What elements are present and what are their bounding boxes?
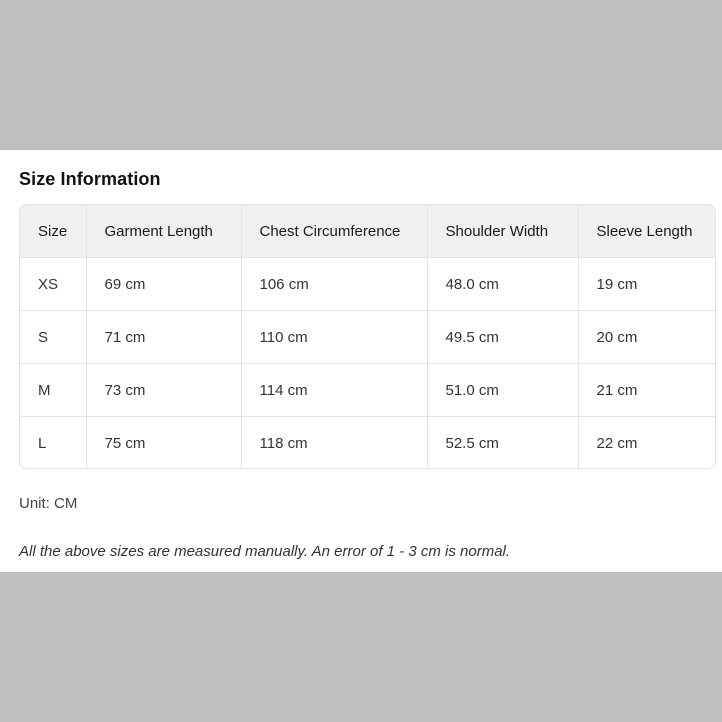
cell-chest-circumference: 106 cm <box>241 258 427 311</box>
header-sleeve-length: Sleeve Length <box>578 205 715 258</box>
cell-shoulder-width: 51.0 cm <box>427 364 578 417</box>
cell-sleeve-length: 19 cm <box>578 258 715 311</box>
section-title: Size Information <box>19 169 161 189</box>
header-shoulder-width: Shoulder Width <box>427 205 578 258</box>
cell-chest-circumference: 114 cm <box>241 364 427 417</box>
size-table-grid <box>20 205 715 469</box>
table-row <box>20 258 715 311</box>
cell-garment-length: 69 cm <box>86 258 241 311</box>
cell-size: M <box>20 364 86 417</box>
cell-shoulder-width: 49.5 cm <box>427 311 578 364</box>
cell-shoulder-width: 52.5 cm <box>427 417 578 470</box>
cell-garment-length: 73 cm <box>86 364 241 417</box>
table-row <box>20 311 715 364</box>
header-size: Size <box>20 205 86 258</box>
cell-garment-length: 75 cm <box>86 417 241 470</box>
cell-size: S <box>20 311 86 364</box>
cell-sleeve-length: 21 cm <box>578 364 715 417</box>
measurement-note: All the above sizes are measured manually. An error of 1 - 3 cm is normal. <box>19 543 511 560</box>
table-header-row <box>20 205 715 258</box>
cell-size: XS <box>20 258 86 311</box>
cell-shoulder-width: 48.0 cm <box>427 258 578 311</box>
header-chest-circumference: Chest Circumference <box>241 205 427 258</box>
cell-chest-circumference: 118 cm <box>241 417 427 470</box>
cell-sleeve-length: 22 cm <box>596 434 638 452</box>
table-row <box>20 364 715 417</box>
header-garment-length: Garment Length <box>86 205 241 258</box>
size-table <box>19 204 716 469</box>
unit-label: Unit: CM <box>19 495 78 512</box>
size-information-panel <box>0 150 722 572</box>
cell-garment-length: 71 cm <box>86 311 241 364</box>
cell-sleeve-length: 20 cm <box>578 311 715 364</box>
cell-size: L <box>20 417 86 470</box>
table-row <box>20 417 715 470</box>
cell-chest-circumference: 110 cm <box>241 311 427 364</box>
